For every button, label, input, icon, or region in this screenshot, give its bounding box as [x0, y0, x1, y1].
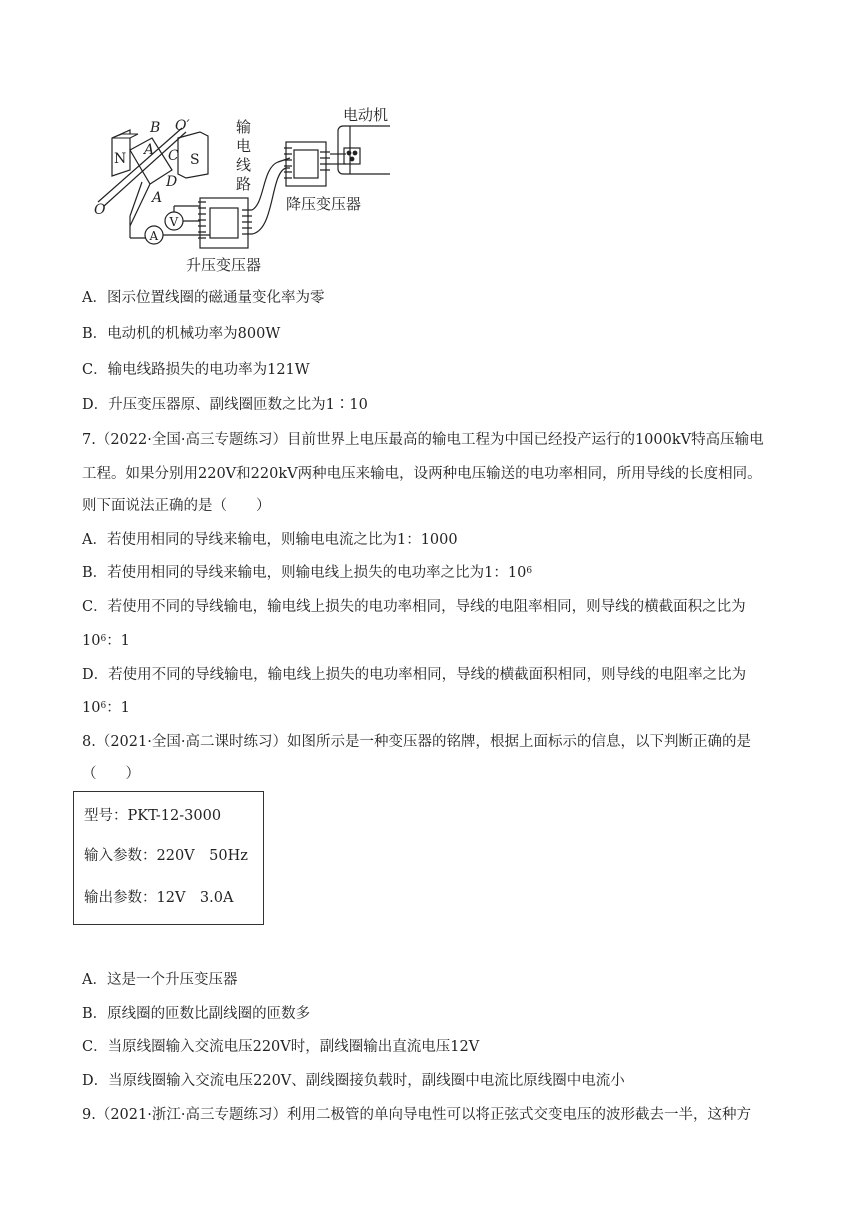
- q6-option-d: D．升压变压器原、副线圈匝数之比为1∶10: [82, 397, 368, 413]
- q6-option-c: C．输电线路损失的电功率为121W: [82, 362, 310, 378]
- nameplate-output: 输出参数：12V 3.0A: [84, 890, 234, 906]
- step-up-label: 升压变压器: [186, 256, 262, 274]
- step-down-label: 降压变压器: [286, 195, 362, 213]
- nameplate-model: 型号：PKT-12-3000: [84, 808, 222, 824]
- label-c: C: [168, 148, 179, 164]
- svg-text:线: 线: [236, 156, 252, 174]
- q7-option-d-line-1: D．若使用不同的导线输电，输电线上损失的电功率相同，导线的横截面积相同，则导线的电阻率之比为: [82, 667, 747, 683]
- svg-text:A: A: [149, 229, 159, 243]
- q7-option-b: B．若使用相同的导线来输电，则输电线上损失的电功率之比为1：$10^6$: [82, 565, 533, 581]
- line-label: [236, 118, 251, 193]
- q7-option-c-line-1: C．若使用不同的导线输电，输电线上损失的电功率相同，导线的电阻率相同，则导线的横截面积之比为: [82, 599, 746, 615]
- label-a-bottom: A: [152, 190, 163, 206]
- power-transmission-diagram: [90, 98, 390, 278]
- label-o-prime: O′: [175, 118, 190, 134]
- q8-option-a: A．这是一个升压变压器: [82, 972, 238, 988]
- magnet-n: [112, 130, 138, 176]
- ammeter: [145, 226, 163, 244]
- svg-text:路: 路: [236, 175, 252, 193]
- q7-stem-line-2: 工程。如果分别用220V和220kV两种电压来输电，设两种电压输送的电功率相同，所用导线的长度相同。: [82, 466, 762, 482]
- label-d: D: [166, 174, 178, 190]
- q8-option-d: D．当原线圈输入交流电压220V、副线圈接负载时，副线圈中电流比原线圈中电流小: [82, 1073, 625, 1089]
- q7-stem-line-3: 则下面说法正确的是（ ）: [82, 498, 271, 514]
- q7-option-a: A．若使用相同的导线来输电，则输电电流之比为1：1000: [82, 532, 458, 548]
- q7-option-c-line-2: $10^6$：1: [82, 633, 130, 649]
- q6-option-a: A．图示位置线圈的磁通量变化率为零: [82, 290, 325, 306]
- q7-option-d-line-2: $10^6$：1: [82, 700, 130, 716]
- q8-stem-line-1: 8.（2021·全国·高二课时练习）如图所示是一种变压器的铭牌，根据上面标示的信息，以下判断正确的是: [82, 734, 751, 750]
- step-down-transformer: [284, 142, 330, 186]
- motor: [330, 126, 390, 174]
- svg-text:V: V: [169, 215, 179, 229]
- q6-option-b: B．电动机的机械功率为800W: [82, 326, 281, 342]
- step-up-transformer: [198, 198, 252, 248]
- q9-stem-line-1: 9.（2021·浙江·高三专题练习）利用二极管的单向导电性可以将正弦式交变电压的波形截去一半，这种方: [82, 1107, 751, 1123]
- svg-text:输: 输: [236, 118, 252, 136]
- label-b: B: [150, 120, 161, 136]
- label-o: O: [94, 202, 106, 218]
- magnet-s: [178, 132, 208, 178]
- svg-text:S: S: [190, 152, 200, 168]
- label-a-coil: A: [144, 142, 155, 158]
- voltmeter: [165, 212, 183, 230]
- q8-option-c: C．当原线圈输入交流电压220V时，副线圈输出直流电压12V: [82, 1039, 480, 1055]
- nameplate-input: 输入参数：220V 50Hz: [84, 848, 248, 864]
- svg-text:N: N: [114, 151, 127, 167]
- q8-stem-line-2: （ ）: [82, 766, 140, 782]
- transformer-nameplate: [73, 791, 264, 925]
- motor-label: 电动机: [343, 106, 389, 124]
- q8-option-b: B．原线圈的匝数比副线圈的匝数多: [82, 1006, 311, 1022]
- q7-stem-line-1: 7.（2022·全国·高三专题练习）目前世界上电压最高的输电工程为中国已经投产运行的1000kV特高压输电: [82, 432, 764, 448]
- svg-text:电: 电: [236, 137, 252, 155]
